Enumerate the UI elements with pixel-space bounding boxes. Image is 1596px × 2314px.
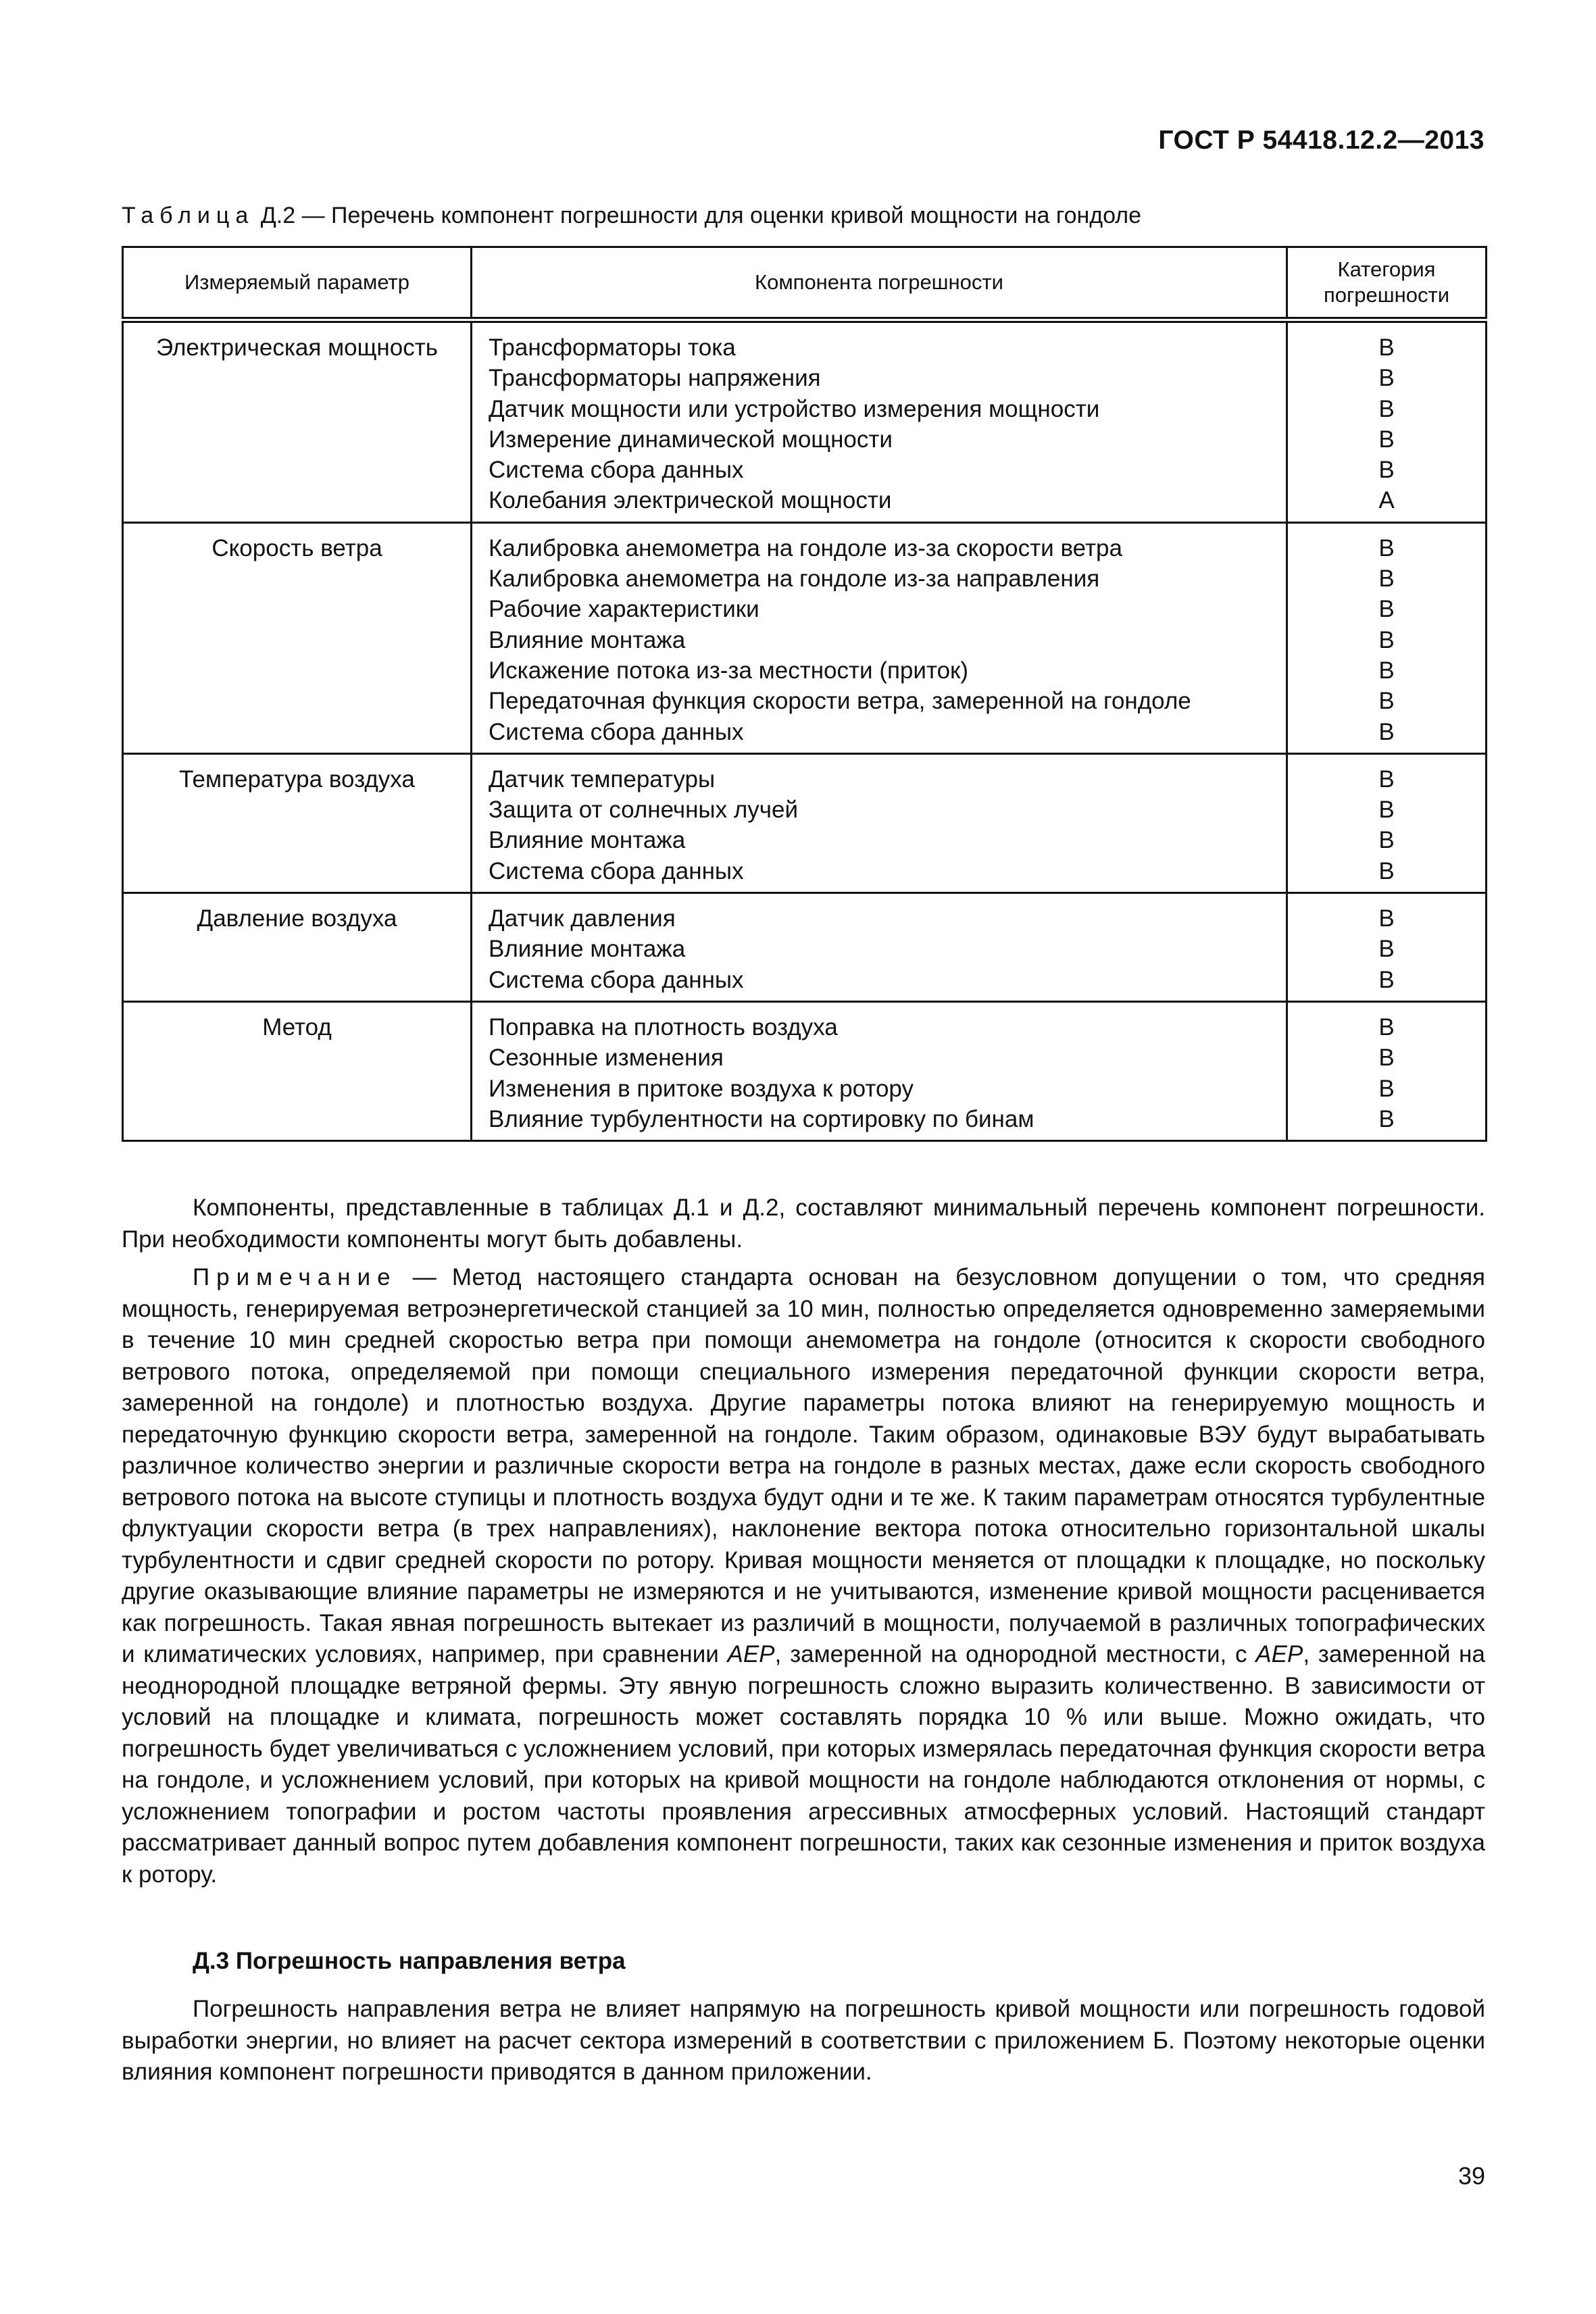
component-item: Влияние монтажа: [489, 626, 686, 653]
component-item: Система сбора данных: [489, 718, 744, 745]
category-item: B: [1378, 1075, 1395, 1102]
component-item: Датчик давления: [489, 905, 676, 932]
component-item: Система сбора данных: [489, 857, 744, 884]
category-item: B: [1378, 395, 1395, 422]
table-row: [123, 753, 1487, 892]
category-cell: [1287, 893, 1487, 1002]
category-item: B: [1378, 905, 1395, 932]
category-item: B: [1378, 688, 1395, 715]
component-item: Измерение динамической мощности: [489, 426, 893, 453]
component-cell: [472, 1001, 1287, 1140]
component-item: Трансформаторы напряжения: [489, 365, 821, 392]
category-item: B: [1378, 365, 1395, 392]
paragraph-2: Погрешность направления ветра не влияет напрямую на погрешность кривой мощности или погрешность годовой выработки энергии, но влияет на расчет сектора измерений в соответствии с приложением Б. Поэтому некоторые оценки влияния компонент погрешности приводятся в данном приложении.: [122, 1996, 1485, 2085]
component-item: Трансформаторы тока: [489, 334, 736, 361]
note-aep-2: AEP: [1255, 1641, 1303, 1667]
category-item: B: [1378, 1105, 1395, 1132]
component-item: Рабочие характеристики: [489, 596, 759, 623]
component-item: Влияние турбулентности на сортировку по бинам: [489, 1105, 1034, 1132]
note-label: Примечание: [193, 1264, 397, 1290]
component-item: Система сбора данных: [489, 966, 744, 993]
param-cell: Метод: [123, 1001, 472, 1140]
category-cell: [1287, 522, 1487, 753]
table-caption-text: Д.2 — Перечень компонент погрешности для оценки кривой мощности на гондоле: [254, 203, 1141, 228]
category-cell: [1287, 1001, 1487, 1140]
component-cell: [472, 893, 1287, 1002]
table-row: [123, 1001, 1487, 1140]
component-item: Датчик температуры: [489, 765, 716, 793]
note-paragraph: [122, 1262, 1485, 1890]
category-item: B: [1378, 765, 1395, 793]
category-item: B: [1378, 718, 1395, 745]
category-item: B: [1378, 797, 1395, 824]
component-item: Влияние монтажа: [489, 827, 686, 854]
param-cell: Скорость ветра: [123, 522, 472, 753]
section-heading: Д.3 Погрешность направления ветра: [193, 1948, 626, 1974]
component-cell: [472, 753, 1287, 892]
component-item: Калибровка анемометра на гондоле из-за скорости ветра: [489, 534, 1122, 561]
uncertainty-components-table: [122, 246, 1487, 1142]
table-row: [123, 893, 1487, 1002]
component-item: Калибровка анемометра на гондоле из-за направления: [489, 565, 1100, 593]
table-header-row: [123, 247, 1487, 320]
category-item: B: [1378, 626, 1395, 653]
component-item: Защита от солнечных лучей: [489, 797, 798, 824]
note-aep-1: AEP: [727, 1641, 775, 1667]
param-cell: Давление воздуха: [123, 893, 472, 1002]
category-item: B: [1378, 966, 1395, 993]
category-item: B: [1378, 1045, 1395, 1072]
component-item: Искажение потока из-за местности (приток): [489, 657, 969, 684]
note-end: , замеренной на неоднородной площадке ветряной фермы. Эту явную погрешность сложно выразить количественно. В зависимости от условий на площадке и климата, погрешность может составлять порядка 10 % или выше. Можно ожидать, что погрешность будет увеличиваться с усложнением условий, при которых измерялась передаточная функция скорости ветра на гондоле, и усложнением условий, при которых на кривой мощности на гондоле наблюдаются отклонения от нормы, с усложнением топографии и ростом частоты проявления агрессивных атмосферных условий. Настоящий стандарт рассматривает данный вопрос путем добавления компонент погрешности, таких как сезонные изменения и приток воздуха к ротору.: [122, 1641, 1485, 1888]
category-item: B: [1378, 534, 1395, 561]
document-code: ГОСТ Р 54418.12.2—2013: [1158, 126, 1485, 155]
note-text: — Метод настоящего стандарта основан на безусловном допущении о том, что средняя мощность, генерируемая ветроэнергетической станцией за 10 мин, полностью определяется одновременно замеряемыми в течение 10 мин средней скоростью ветра при помощи анемометра на гондоле (относится к скорости свободного ветрового потока, определяемой при помощи специального измерения передаточной функции скорости ветра, замеренной на гондоле) и плотностью воздуха. Другие параметры потока влияют на генерируемую мощность и передаточную функцию скорости ветра, замеренной на гондоле. Таким образом, одинаковые ВЭУ будут вырабатывать различное количество энергии и различные скорости ветра на гондоле в разных местах, даже если скорость свободного ветрового потока на высоте ступицы и плотность воздуха будут одни и те же. К таким параметрам относятся турбулентные флуктуации скорости ветра (в трех направлениях), наклонение вектора потока относительно горизонтальной шкалы турбулентности и сдвиг средней скорости по ротору. Кривая мощности меняется от площадки к площадке, но поскольку другие оказывающие влияние параметры не измеряются и не учитываются, изменение кривой мощности расценивается как погрешность. Такая явная погрешность вытекает из различий в мощности, получаемой в различных топографических и климатических условиях, например, при сравнении: [122, 1264, 1485, 1667]
header-category-line1: Категория: [1337, 257, 1436, 281]
category-item: B: [1378, 857, 1395, 884]
paragraph-1: Компоненты, представленные в таблицах Д.1 и Д.2, составляют минимальный перечень компонент погрешности. При необходимости компоненты могут быть добавлены.: [122, 1194, 1485, 1253]
component-item: Изменения в притоке воздуха к ротору: [489, 1075, 914, 1102]
note-mid: , замеренной на однородной местности, с: [774, 1641, 1256, 1667]
category-cell: [1287, 753, 1487, 892]
component-item: Сезонные изменения: [489, 1045, 724, 1072]
header-category-line2: погрешности: [1323, 283, 1450, 307]
table-row: [123, 522, 1487, 753]
param-cell: Электрическая мощность: [123, 320, 472, 523]
category-item: B: [1378, 565, 1395, 593]
component-item: Влияние монтажа: [489, 936, 686, 963]
header-component: Компонента погрешности: [472, 247, 1287, 320]
page-number: 39: [1457, 2162, 1485, 2190]
header-category: [1287, 247, 1487, 320]
component-item: Колебания электрической мощности: [489, 487, 892, 514]
table-caption-prefix: Таблица: [122, 203, 255, 228]
category-item: B: [1378, 936, 1395, 963]
param-cell: Температура воздуха: [123, 753, 472, 892]
component-item: Датчик мощности или устройство измерения мощности: [489, 395, 1100, 422]
category-item: B: [1378, 657, 1395, 684]
component-cell: [472, 522, 1287, 753]
header-param: Измеряемый параметр: [123, 247, 472, 320]
category-item: B: [1378, 426, 1395, 453]
category-item: A: [1378, 487, 1395, 514]
category-item: B: [1378, 596, 1395, 623]
component-item: Система сбора данных: [489, 457, 744, 484]
category-item: B: [1378, 457, 1395, 484]
category-item: B: [1378, 334, 1395, 361]
table-body: [123, 320, 1487, 1141]
category-item: B: [1378, 1013, 1395, 1040]
component-cell: [472, 320, 1287, 523]
table-row: [123, 320, 1487, 523]
category-cell: [1287, 320, 1487, 523]
component-item: Поправка на плотность воздуха: [489, 1013, 838, 1040]
table-caption: [122, 203, 1141, 229]
category-item: B: [1378, 827, 1395, 854]
component-item: Передаточная функция скорости ветра, замеренной на гондоле: [489, 688, 1191, 715]
